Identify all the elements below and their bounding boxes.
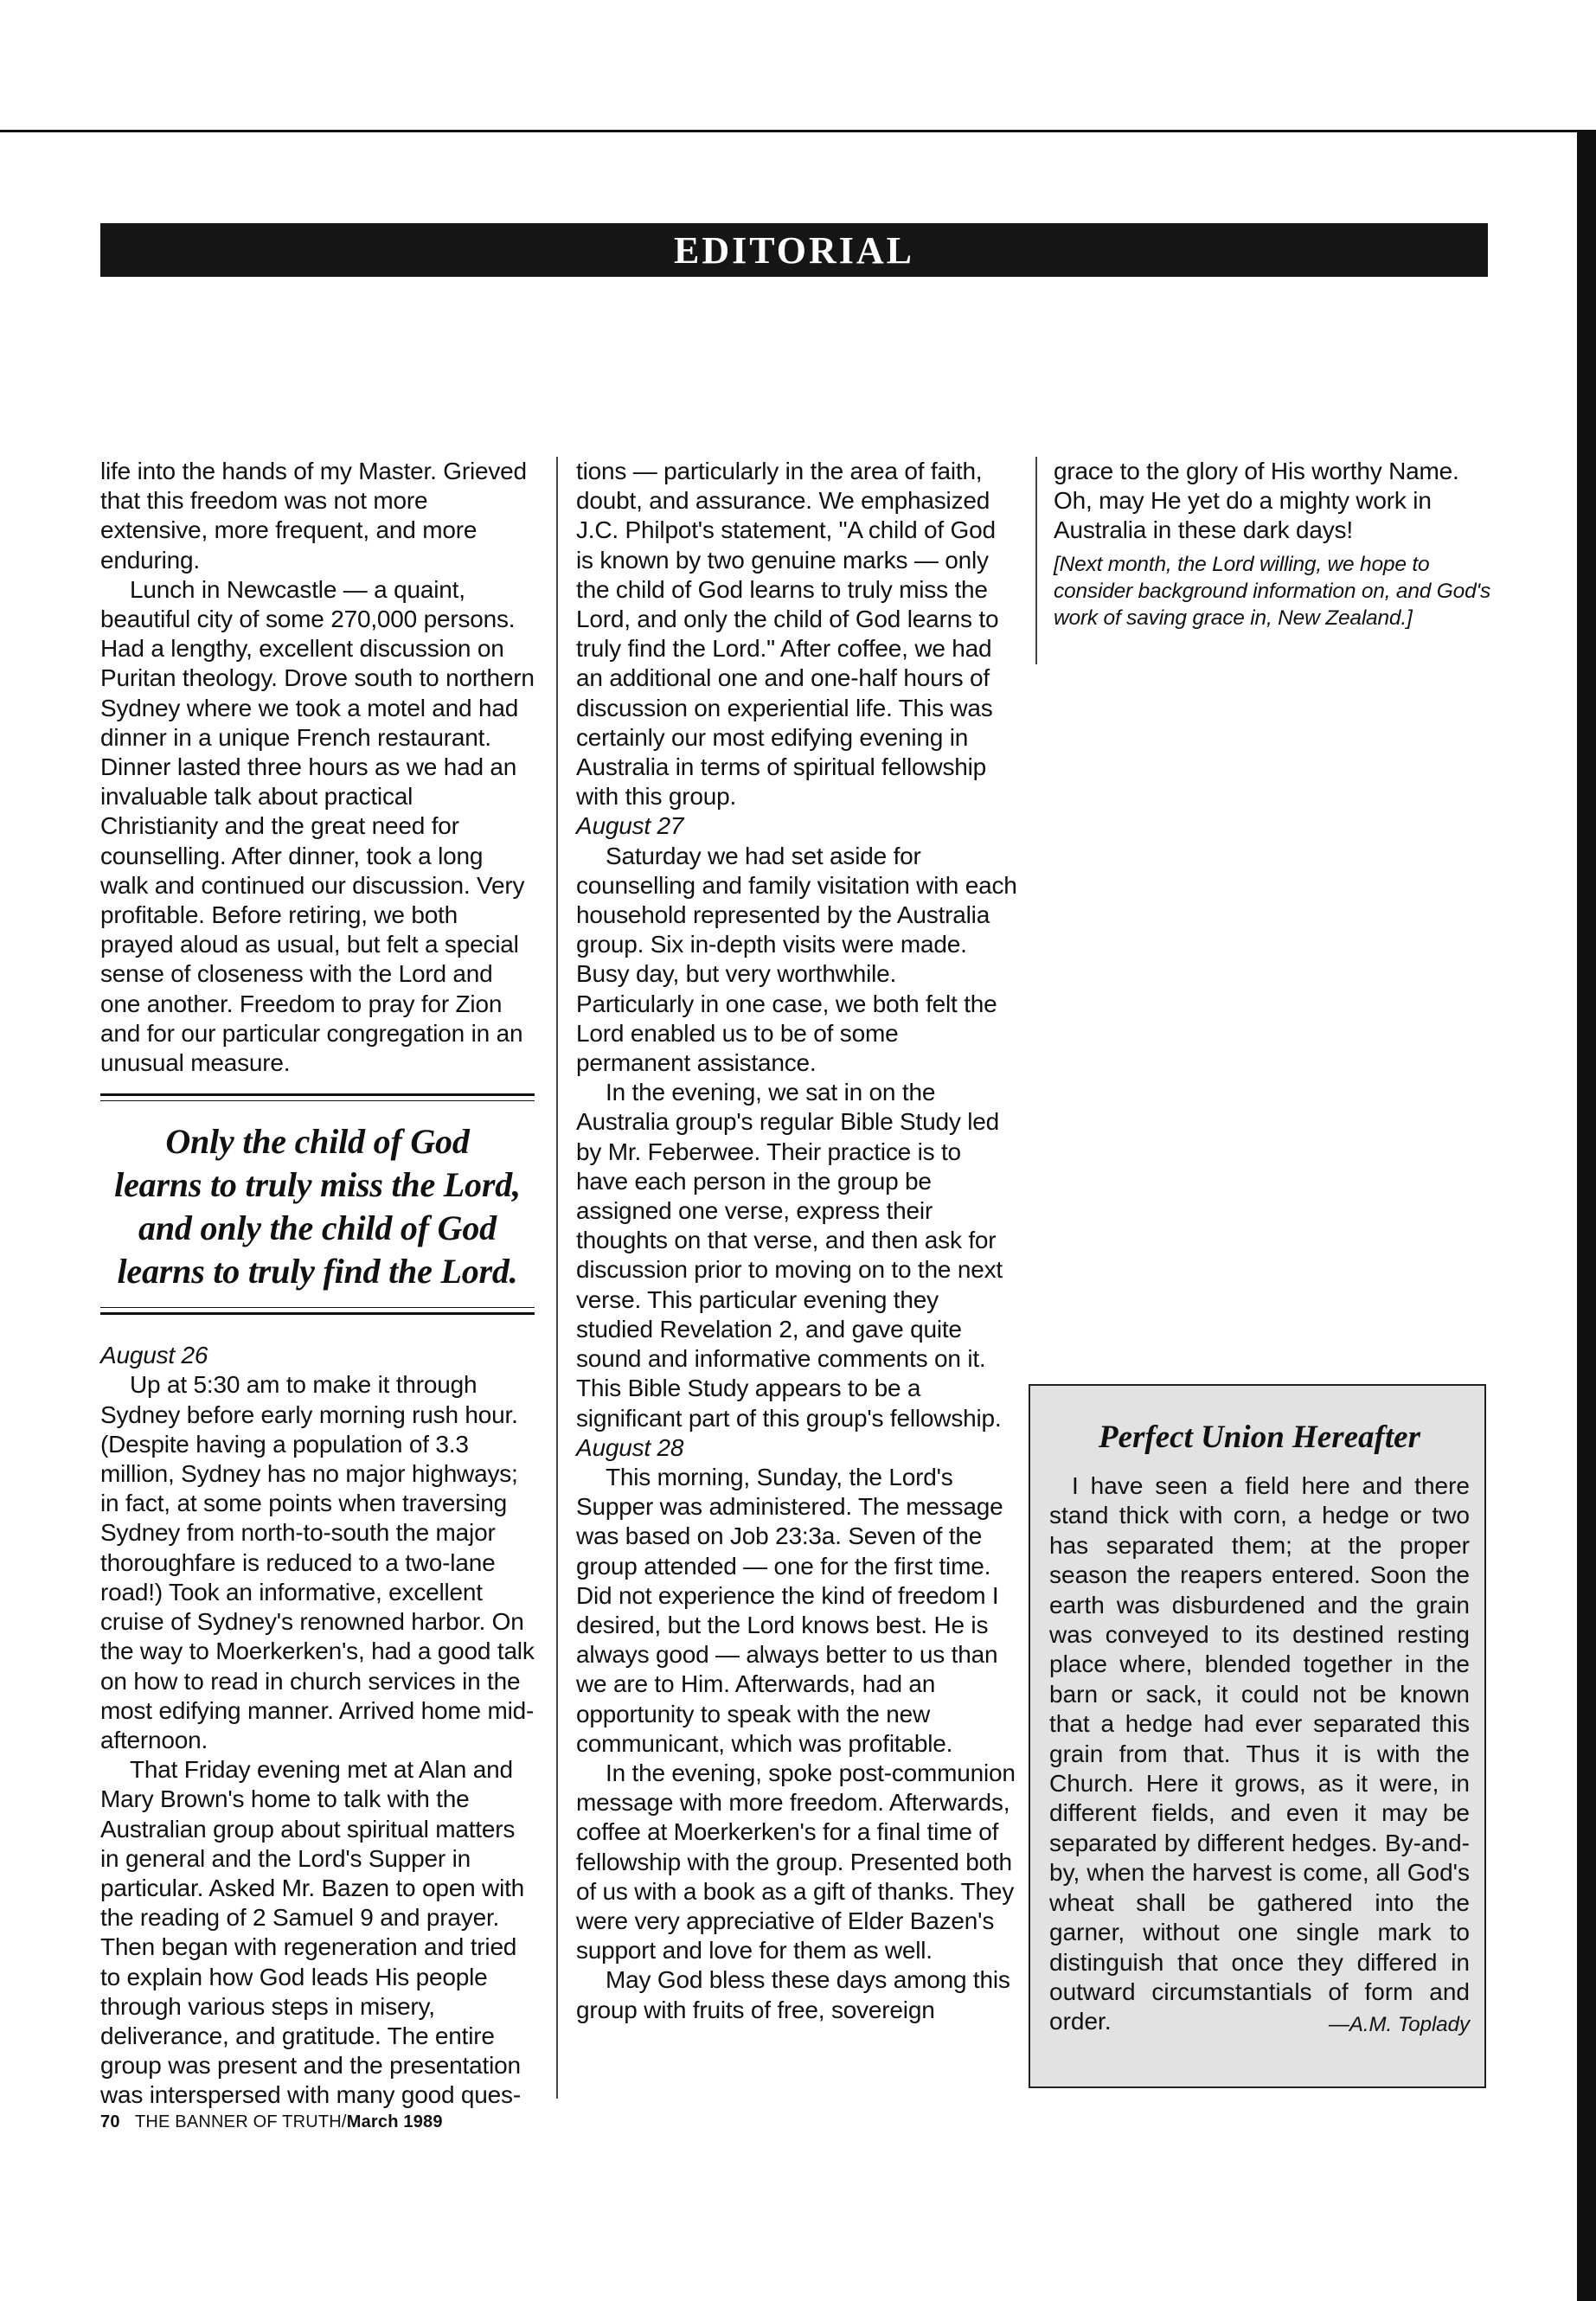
issue-date: March 1989 <box>346 2112 443 2131</box>
scan-edge <box>1577 130 1596 2301</box>
paragraph: Up at 5:30 am to make it through Sydney before early morning rush hour. (Despite having a population of 3.3 million, Sydney has no major highways; in fact, at some points when traversing Sydney from north-to-south the major thoroughfare is reduced to a two-lane road!) Took an informative, excellent cruise of Sydney's renowned harbor. On the way to Moerkerken's, had a good talk on how to read in church services in the most edifying manner. Arrived home mid-afternoon. <box>100 1371 535 1753</box>
rule <box>100 1307 535 1308</box>
pull-quote-line: learns to truly find the Lord. <box>117 1252 518 1292</box>
page-footer <box>100 2112 443 2132</box>
column-divider <box>556 457 558 2099</box>
paragraph: Lunch in Newcastle — a quaint, beautiful city of some 270,000 persons. Had a lengthy, excellent discussion on Puritan theology. Drove south to northern Sydney where we took a motel and had dinner in a unique French restaurant. Dinner lasted three hours as we had an invaluable talk about practical Christianity and the great need for counselling. After dinner, took a long walk and continued our discussion. Very profitable. Before retiring, we both prayed aloud as usual, but felt a special sense of closeness with the Lord and one another. Freedom to pray for Zion and for our particular congregation in an unusual measure. <box>100 575 535 1077</box>
column-1 <box>100 457 535 2111</box>
paragraph: life into the hands of my Master. Grieved that this freedom was not more extensive, more frequent, and more enduring. <box>100 458 527 574</box>
column-3 <box>1054 457 1497 631</box>
sidebar-body: I have seen a field here and there stand thick with corn, a hedge or two has separated them; at the proper season the reapers entered. Soon the earth was disburdened and the grain was conveyed to its destined resting place where, blended together in the barn or sack, it could not be known that a hedge had ever separated this grain from that. Thus it is with the Church. Here it grows, as it were, in different fields, and even it may be separated by different hedges. By-and-by, when the harvest is come, all God's wheat shall be gathered into the garner, without one single mark to distinguish that once they differed in outward circumstantials of form and order. <box>1049 1472 1470 2035</box>
pull-quote-text <box>100 1101 535 1307</box>
sidebar-text <box>1049 1471 1470 2037</box>
entry-date: August 27 <box>576 812 684 840</box>
pull-quote <box>100 1093 535 1315</box>
column-divider <box>1035 457 1037 664</box>
page-number: 70 <box>100 2112 120 2131</box>
section-header <box>100 223 1488 277</box>
column-2 <box>576 457 1019 2025</box>
paragraph: In the evening, we sat in on the Australia group's regular Bible Study led by Mr. Feberwee. Their practice is to have each person in the group be assigned one verse, express their thoughts on that verse, and then ask for discussion prior to moving on to the next verse. This particular evening they studied Revelation 2, and gave quite sound and informative comments on it. This Bible Study appears to be a significant part of this group's fellowship. <box>576 1079 1003 1432</box>
sidebar-author: —A.M. Toplady <box>1328 2013 1470 2037</box>
sidebar-title: Perfect Union Hereafter <box>1099 1420 1420 1455</box>
rule <box>100 1093 535 1096</box>
publication-name: THE BANNER OF TRUTH/ <box>134 2112 347 2131</box>
editor-note: [Next month, the Lord willing, we hope to consider background information on, and God's work of saving grace in, New Zealand.] <box>1054 552 1491 630</box>
sidebar-box <box>1029 1384 1486 2088</box>
paragraph: That Friday evening met at Alan and Mary Brown's home to talk with the Australian group about spiritual matters in general and the Lord's Supper in particular. Asked Mr. Bazen to open with the reading of 2 Samuel 9 and prayer. Then began with regeneration and tried to explain how God leads His people through various steps in misery, deliverance, and gratitude. The entire group was present and the presentation was interspersed with many good ques- <box>100 1756 525 2109</box>
pull-quote-line: Only the child of God <box>165 1122 470 1162</box>
pull-quote-line: and only the child of God <box>138 1208 497 1248</box>
pull-quote-line: learns to truly miss the Lord, <box>114 1165 521 1205</box>
entry-date: August 28 <box>576 1433 684 1461</box>
paragraph: May God bless these days among this group with fruits of free, sovereign <box>576 1966 1010 2023</box>
sidebar-content <box>1049 1419 1470 2041</box>
top-rule <box>0 130 1583 132</box>
paragraph: Saturday we had set aside for counselling and family visitation with each household represented by the Australia group. Six in-depth visits were made. Busy day, but very worthwhile. Particularly in one case, we both felt the Lord enabled us to be of some permanent assistance. <box>576 842 1017 1077</box>
paragraph: tions — particularly in the area of faith, doubt, and assurance. We emphasized J.C. Philpot's statement, "A child of God is known by two genuine marks — only the child of God learns to truly miss the Lord, and only the child of God learns to truly find the Lord." After coffee, we had an additional one and one-half hours of discussion on experiential life. This was certainly our most edifying evening in Australia in terms of spiritual fellowship with this group. <box>576 458 999 811</box>
paragraph: grace to the glory of His worthy Name. Oh, may He yet do a mighty work in Australia in these dark days! <box>1054 458 1459 544</box>
entry-date: August 26 <box>100 1342 208 1369</box>
rule <box>100 1312 535 1315</box>
paragraph: In the evening, spoke post-communion message with more freedom. Afterwards, coffee at Moerkerken's for a final time of fellowship with the group. Presented both of us with a book as a gift of thanks. They were very appreciative of Elder Bazen's support and love for them as well. <box>576 1759 1016 1965</box>
paragraph: This morning, Sunday, the Lord's Supper was administered. The message was based on Job 23:3a. Seven of the group attended — one for the first time. Did not experience the kind of freedom I desired, but the Lord knows best. He is always good — always better to us than we are to Him. Afterwards, had an opportunity to speak with the new communicant, which was profitable. <box>576 1463 1003 1757</box>
section-title: EDITORIAL <box>673 229 915 272</box>
